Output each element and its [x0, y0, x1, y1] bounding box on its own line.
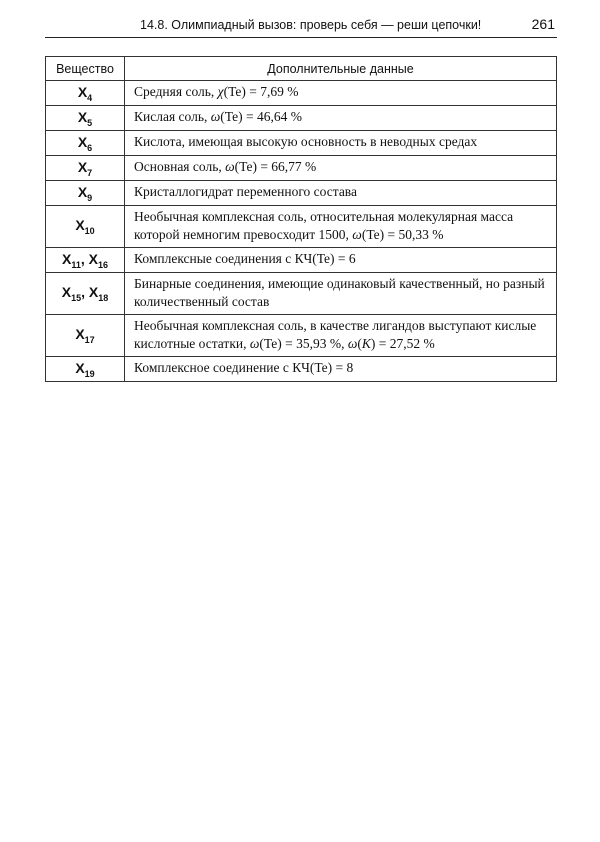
- substance-cell: $X_5$: [46, 106, 125, 131]
- table-row: [46, 131, 557, 156]
- column-header-substance: Вещество: [46, 57, 125, 81]
- table-row: [46, 248, 557, 273]
- substance-cell: $X_6$: [46, 131, 125, 156]
- substance-cell: $X_7$: [46, 156, 125, 181]
- table-row: [46, 106, 557, 131]
- data-cell: Необычная комплексная соль, относительная молекулярная масса которой немногим превосходит 1500, ω(Te) = 50,33 %: [125, 206, 557, 248]
- data-cell: Бинарные соединения, имеющие одинаковый качественный, но разный количественный состав: [125, 273, 557, 315]
- substance-cell: $X_9$: [46, 181, 125, 206]
- table-header-row: [46, 57, 557, 81]
- substances-table: [45, 56, 557, 382]
- data-cell: Основная соль, ω(Te) = 66,77 %: [125, 156, 557, 181]
- substance-cell: $X_4$: [46, 81, 125, 106]
- table-row: [46, 81, 557, 106]
- data-cell: Кислая соль, ω(Te) = 46,64 %: [125, 106, 557, 131]
- substance-cell: $X_{17}$: [46, 315, 125, 357]
- column-header-data: Дополнительные данные: [125, 57, 557, 81]
- data-cell: Средняя соль, χ(Te) = 7,69 %: [125, 81, 557, 106]
- page-number: 261: [531, 16, 555, 32]
- header-rule: [45, 37, 557, 38]
- header-title: 14.8. Олимпиадный вызов: проверь себя — реши цепочки!: [140, 18, 482, 32]
- table-row: [46, 156, 557, 181]
- data-cell: Комплексные соединения с КЧ(Te) = 6: [125, 248, 557, 273]
- table-row: [46, 181, 557, 206]
- substance-cell: $X_{11}$, $X_{16}$: [46, 248, 125, 273]
- data-cell: Кислота, имеющая высокую основность в неводных средах: [125, 131, 557, 156]
- table-row: [46, 206, 557, 248]
- data-cell: Комплексное соединение с КЧ(Te) = 8: [125, 357, 557, 382]
- substance-cell: $X_{19}$: [46, 357, 125, 382]
- data-cell: Необычная комплексная соль, в качестве лигандов выступают кислые кислотные остатки, ω(Te) = 35,93 %, ω(K) = 27,52 %: [125, 315, 557, 357]
- substance-cell: $X_{15}$, $X_{18}$: [46, 273, 125, 315]
- data-cell: Кристаллогидрат переменного состава: [125, 181, 557, 206]
- table-row: [46, 273, 557, 315]
- substance-cell: $X_{10}$: [46, 206, 125, 248]
- running-header: [45, 14, 557, 38]
- table-row: [46, 357, 557, 382]
- table-row: [46, 315, 557, 357]
